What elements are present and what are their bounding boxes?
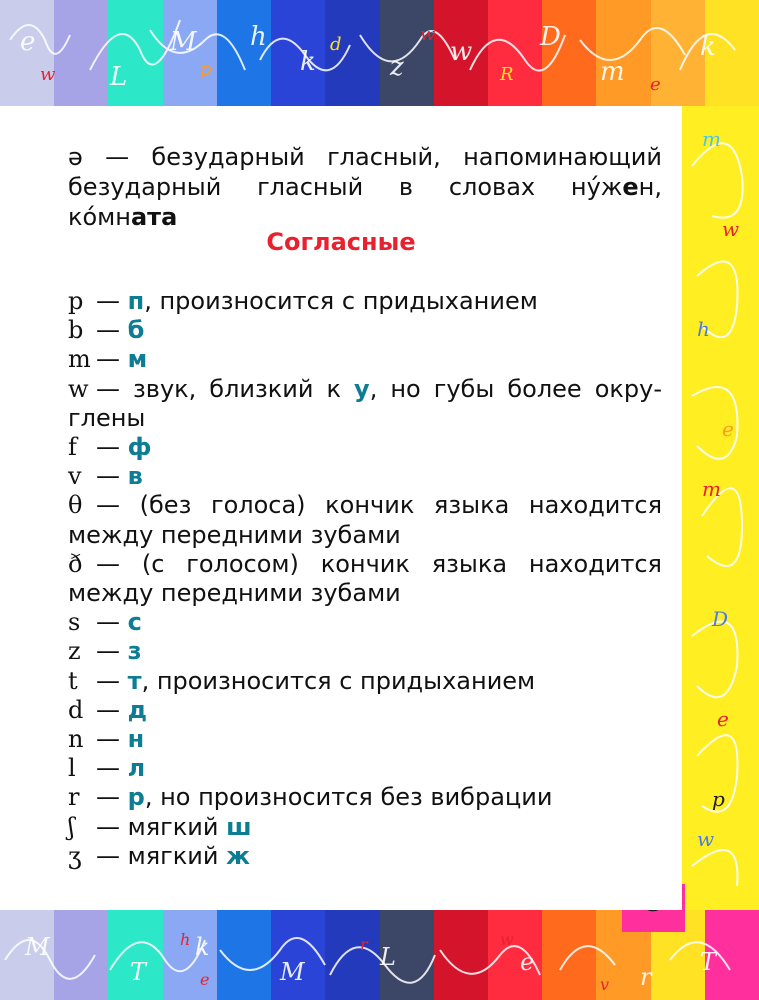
- right-decorative-strip: [682, 106, 759, 910]
- dash: —: [96, 812, 120, 841]
- consonant-row: [68, 666, 535, 696]
- svg-text:h: h: [250, 22, 267, 52]
- consonant-row: [68, 812, 252, 842]
- russian-equivalent: ф: [127, 433, 152, 461]
- russian-equivalent: з: [127, 637, 142, 666]
- dash: —: [96, 608, 120, 637]
- dash: —: [96, 783, 120, 812]
- consonant-row: [68, 432, 151, 462]
- ipa-symbol: t: [68, 666, 78, 695]
- svg-text:p: p: [200, 59, 212, 80]
- russian-equivalent: п: [127, 287, 145, 315]
- dash: —: [96, 841, 120, 870]
- dash: —: [96, 316, 120, 345]
- svg-text:e: e: [20, 27, 36, 57]
- svg-text:D: D: [540, 22, 561, 52]
- svg-text:M: M: [25, 933, 50, 961]
- ipa-symbol: b: [68, 316, 84, 345]
- description-text: , произносится с придыханием: [141, 666, 536, 695]
- svg-text:k: k: [195, 933, 210, 961]
- svg-text:m: m: [702, 127, 721, 151]
- description-text: (с голосом) кончик языка находится: [141, 549, 662, 578]
- svg-text:M: M: [280, 958, 305, 986]
- svg-text:m: m: [702, 477, 721, 501]
- russian-equivalent: л: [127, 754, 146, 783]
- consonant-row: [68, 782, 552, 812]
- intro-stressed-e: е: [622, 173, 639, 201]
- dash: —: [96, 433, 120, 461]
- svg-text:e: e: [650, 74, 661, 95]
- ipa-symbol: w: [68, 374, 89, 403]
- svg-text:z: z: [390, 52, 404, 82]
- consonant-row: [68, 753, 145, 783]
- svg-text:w: w: [697, 827, 715, 851]
- dash: —: [96, 754, 120, 783]
- consonant-row: [68, 286, 538, 316]
- svg-text:m: m: [600, 57, 625, 87]
- russian-equivalent: у: [354, 374, 370, 403]
- description-text: мягкий: [127, 841, 227, 870]
- ipa-symbol: ʒ: [68, 841, 82, 870]
- description-text: мягкий: [127, 812, 227, 841]
- dash: —: [96, 549, 120, 578]
- russian-equivalent: р: [127, 783, 145, 812]
- handwriting-decoration: [0, 0, 759, 106]
- svg-text:r: r: [360, 935, 368, 954]
- svg-text:v: v: [600, 975, 610, 994]
- ipa-symbol: p: [68, 287, 84, 315]
- russian-equivalent: т: [127, 666, 142, 695]
- svg-text:h: h: [180, 930, 191, 949]
- intro-line-1: ə — безударный гласный, напоминающий: [68, 143, 662, 171]
- russian-equivalent: ж: [226, 841, 251, 870]
- ipa-symbol: f: [68, 433, 77, 461]
- svg-text:e: e: [200, 970, 210, 989]
- continuation-line: между передними зубами: [68, 520, 401, 549]
- svg-text:r: r: [640, 963, 652, 991]
- russian-equivalent: н: [127, 725, 145, 753]
- page-content: [0, 106, 682, 910]
- russian-equivalent: м: [127, 345, 148, 374]
- consonant-row: [68, 490, 662, 520]
- russian-equivalent: ш: [226, 812, 252, 841]
- svg-text:T: T: [700, 948, 717, 976]
- svg-text:R: R: [500, 64, 514, 85]
- top-decorative-band: [0, 0, 759, 106]
- intro-line-2: [68, 172, 662, 232]
- ipa-symbol: v: [68, 462, 82, 491]
- ipa-symbol: d: [68, 695, 84, 724]
- intro-stressed-ata: ата: [130, 203, 178, 231]
- intro-line-2-text: безударный гласный в словах ну́ж: [68, 173, 623, 201]
- svg-text:L: L: [380, 943, 396, 971]
- ipa-symbol: z: [68, 637, 81, 666]
- consonant-row: [68, 724, 144, 754]
- consonant-row: [68, 461, 143, 491]
- description-text: , но губы более окру-: [369, 374, 662, 403]
- russian-equivalent: с: [127, 608, 142, 637]
- dash: —: [96, 637, 120, 666]
- svg-text:w: w: [40, 64, 56, 85]
- intro-paragraph: [68, 142, 662, 232]
- russian-equivalent: д: [127, 695, 148, 724]
- svg-text:e: e: [722, 417, 734, 441]
- consonant-row: [68, 374, 662, 404]
- svg-text:w: w: [500, 930, 514, 949]
- consonant-row: [68, 607, 142, 637]
- svg-text:k: k: [300, 47, 316, 77]
- dash: —: [96, 695, 120, 724]
- svg-text:L: L: [110, 62, 128, 92]
- description-text: звук, близкий к: [133, 374, 355, 403]
- svg-text:d: d: [330, 34, 342, 55]
- consonant-row: [68, 315, 144, 345]
- consonant-row: [68, 841, 250, 871]
- svg-text:w: w: [420, 24, 436, 45]
- dash: —: [96, 374, 120, 403]
- section-heading: Согласные: [266, 228, 416, 256]
- dash: —: [96, 287, 120, 315]
- continuation-line: глены: [68, 403, 146, 432]
- continuation-line: между передними зубами: [68, 579, 401, 607]
- russian-equivalent: в: [127, 462, 143, 491]
- handwriting-decoration: [682, 106, 759, 910]
- ipa-symbol: l: [68, 754, 76, 783]
- svg-text:h: h: [697, 317, 710, 341]
- description-text: , произносится с придыханием: [144, 287, 538, 315]
- consonant-row: [68, 636, 142, 666]
- svg-text:D: D: [712, 607, 729, 631]
- svg-text:T: T: [130, 958, 147, 986]
- consonant-row: [68, 549, 662, 579]
- dash: —: [96, 491, 120, 520]
- consonant-row: [68, 695, 147, 725]
- svg-text:p: p: [712, 787, 725, 811]
- ipa-symbol: s: [68, 608, 81, 637]
- dash: —: [96, 462, 120, 491]
- russian-equivalent: б: [127, 316, 145, 345]
- description-text: (без голоса) кончик языка находится: [139, 491, 663, 520]
- dash: —: [96, 345, 120, 374]
- svg-text:w: w: [722, 217, 740, 241]
- intro-line-2-mid: н, ко́мн: [68, 173, 662, 231]
- description-text: , но произносится без вибрации: [144, 783, 553, 812]
- svg-text:k: k: [700, 32, 716, 62]
- ipa-symbol: ʃ: [68, 812, 75, 841]
- ipa-symbol: m: [68, 345, 91, 374]
- dash: —: [96, 666, 120, 695]
- consonant-row: [68, 344, 147, 374]
- ipa-symbol: r: [68, 783, 80, 812]
- ipa-symbol: n: [68, 725, 84, 753]
- dash: —: [96, 725, 120, 753]
- ipa-symbol: θ: [68, 491, 83, 520]
- svg-text:e: e: [520, 948, 535, 976]
- svg-text:e: e: [717, 707, 729, 731]
- svg-text:M: M: [170, 27, 197, 57]
- svg-text:w: w: [450, 37, 473, 67]
- ipa-symbol: ð: [68, 549, 83, 578]
